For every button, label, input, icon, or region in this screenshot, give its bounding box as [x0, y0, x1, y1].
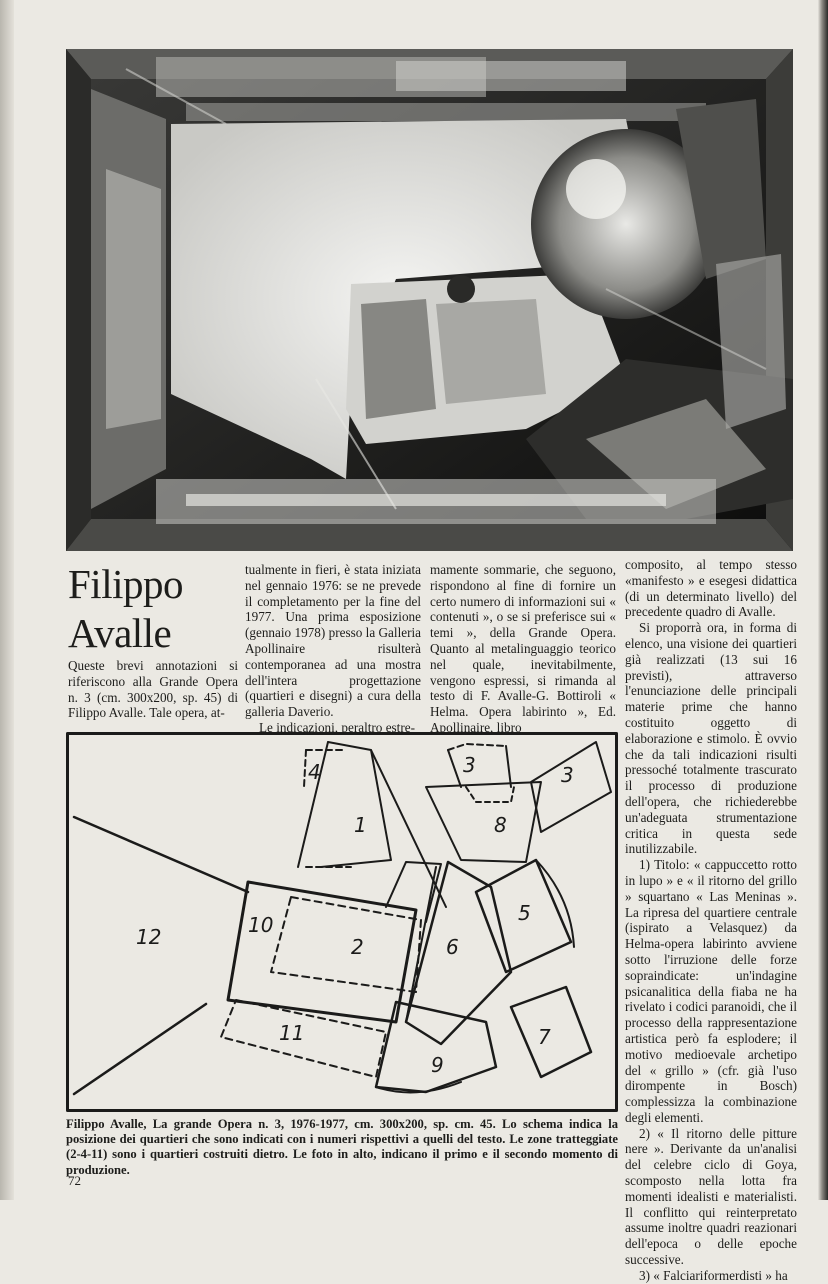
- quarter-1-outline: [321, 742, 391, 867]
- text-column-3: [430, 562, 616, 736]
- quarter-9-outline: [376, 1002, 496, 1092]
- title-line-2: Avalle: [68, 610, 172, 656]
- label-5: 5: [518, 901, 531, 925]
- paragraph: composito, al tempo stesso «manifesto » e esegesi didattica (di un determinato livello) del precedente quadro di Avalle.: [625, 557, 797, 620]
- paragraph: 2) « Il ritorno delle pitture nere ». Derivante da un'analisi del celebre ciclo di Goya, scomposto nella lotta fra momenti idealisti e materialisti. Il conflitto qui reinterpretato assume inoltre quadri reazionari dell'epoca o delle epoche successive.: [625, 1125, 797, 1268]
- label-2: 2: [351, 935, 364, 959]
- label-10: 10: [248, 913, 274, 937]
- label-12: 12: [136, 925, 162, 949]
- title-line-1: Filippo: [68, 561, 183, 607]
- paragraph: mamente sommarie, che seguono, rispondono al fine di fornire un certo numero di informazioni sui « contenuti », o se si preferisce sui « temi », della Grande Opera. Quanto al metalinguaggio teorico nel quale, inevitabilmente, vengono espressi, si rimanda al testo di F. Avalle-G. Bottiroli « Helma. Opera labirinto », Ed. Apollinaire, libro: [430, 562, 616, 735]
- article-title: [68, 560, 238, 658]
- label-1: 1: [354, 813, 367, 837]
- paragraph: Si proporrà ora, in forma di elenco, una visione dei quartieri già realizzati (13 sui 16 previsti), attraverso l'enunciazione delle principali materie prime che hanno costituito oggetto di elaborazione e stimolo. È ovvio che da tali indicazioni risulti pressoché totalmente trascurato il processo di produzione dell'opera, che richiederebbe un'adeguata strumentazione critica in questa sede inutilizzabile.: [625, 620, 797, 857]
- paragraph: tualmente in fieri, è stata iniziata nel gennaio 1976: se ne prevede il completamento per la fine del 1977. Una prima esposizione (gennaio 1978) presso la Galleria Apollinaire risulterà contemporanea ad una mostra dell'intera progettazione (quartieri e disegni) a cura della galleria Daverio.: [245, 562, 421, 720]
- text-column-4: [625, 557, 797, 1284]
- label-11: 11: [279, 1021, 305, 1045]
- diagram-frame: [68, 734, 617, 1111]
- page-gutter-shadow: [0, 0, 14, 1200]
- quarter-8-outline: [426, 782, 541, 862]
- paragraph: Le indicazioni, peraltro estre-: [259, 719, 415, 735]
- label-3b: 3: [561, 763, 574, 787]
- quarters-diagram: [66, 732, 618, 1112]
- quarter-7-outline: [511, 987, 591, 1077]
- quarter-2-outline: [271, 897, 421, 992]
- label-6: 6: [446, 935, 459, 959]
- paragraph: 3) « Falciariformerdisti » ha: [639, 1267, 788, 1283]
- paragraph: 1) Titolo: « cappuccetto rotto in lupo » e « il ritorno del grillo » squartano « Las Meninas ». La ripresa del quartiere centrale (ispirato a Velasquez) da Helma-opera labirinto avviene sotto l'irruzione delle forze sopraindicate: un'indagine psicanalitica della fiaba ne ha rivelato i codici paranoidi, che il processo della rappresentazione artistica però fa esplodere; il motivo medioevale archetipo del « grillo » (cfr. già l'uso dirompente in Bosch) complessizza la combinazione degli elementi.: [625, 857, 797, 1125]
- quarter-3a-outline: [448, 744, 506, 750]
- figure-caption: Filippo Avalle, La grande Opera n. 3, 1976-1977, cm. 300x200, sp. cm. 45. Lo schema indica la posizione dei quartieri che sono indicati con i numeri rispettivi a quelli del testo. Le zone tratteggiate (2-4-11) sono i quartieri costruiti dietro. Le foto in alto, indicano il primo e il secondo momento di produzione.: [66, 1117, 618, 1177]
- page-edge-shadow: [818, 0, 828, 1200]
- text-column-1: [68, 658, 238, 721]
- page-number: 72: [68, 1173, 81, 1188]
- paragraph: Queste brevi annotazioni si riferiscono alla Grande Opera n. 3 (cm. 300x200, sp. 45) di Filippo Avalle. Tale opera, at-: [68, 658, 238, 721]
- label-8: 8: [494, 813, 507, 837]
- label-4: 4: [308, 760, 321, 784]
- text-column-2: [245, 562, 421, 736]
- quarter-12-edge: [74, 817, 248, 892]
- label-9: 9: [431, 1053, 444, 1077]
- label-7: 7: [538, 1025, 551, 1049]
- artwork-photograph: [66, 49, 793, 551]
- label-3a: 3: [463, 753, 476, 777]
- quarter-3b-outline: [531, 742, 611, 832]
